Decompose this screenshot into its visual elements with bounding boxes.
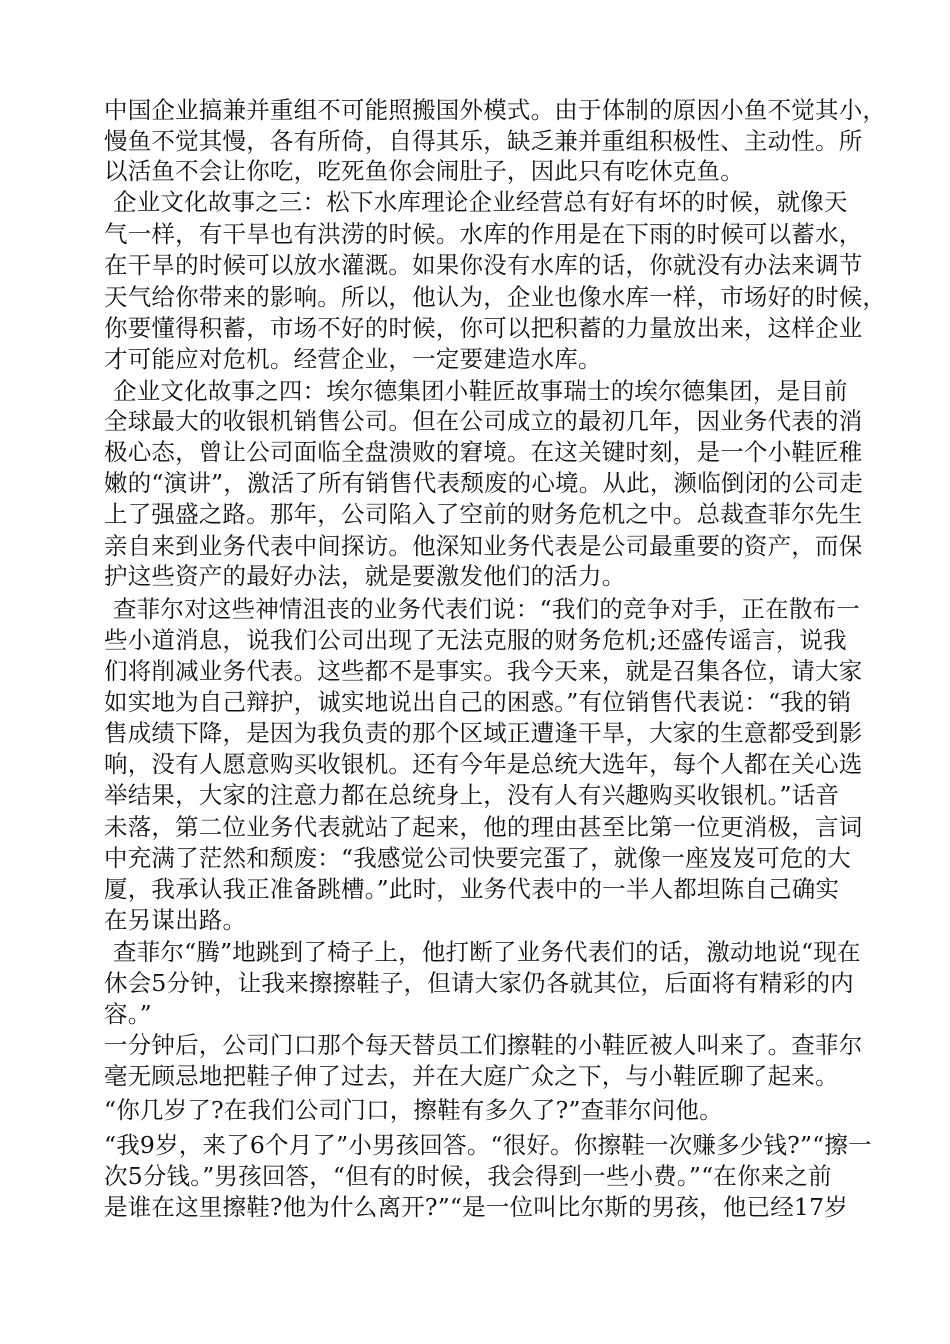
text-line: 慢鱼不觉其慢，各有所倚，自得其乐，缺乏兼并重组积极性、主动性。所 [104, 127, 863, 155]
text-line: 售成绩下降，是因为我负责的那个区域正遭逢干旱，大家的生意都受到影 [104, 719, 863, 747]
text-line: 中充满了茫然和颓废：“我感觉公司快要完蛋了，就像一座岌岌可危的大 [104, 844, 851, 872]
text-line: 全球最大的收银机销售公司。但在公司成立的最初几年，因业务代表的消 [104, 407, 863, 435]
text-line: 护这些资产的最好办法，就是要激发他们的活力。 [104, 562, 626, 590]
text-line: 查菲尔对这些神情沮丧的业务代表们说：“我们的竞争对手，正在散布一 [113, 595, 860, 623]
text-line: 天气给你带来的影响。所以，他认为，企业也像水库一样，市场好的时候， [104, 283, 887, 311]
text-line: 们将削减业务代表。这些都不是事实。我今天来，就是召集各位，请大家 [104, 657, 863, 685]
text-line: 嫩的“演讲”，激活了所有销售代表颓废的心境。从此，濒临倒闭的公司走 [104, 469, 864, 497]
text-line: 厦，我承认我正准备跳槽。”此时，业务代表中的一半人都坦陈自己确实 [104, 875, 840, 903]
text-line: “我9岁，来了6个月了”小男孩回答。“很好。你擦鞋一次赚多少钱?”“擦一 [104, 1131, 872, 1159]
text-line: 查菲尔“腾”地跳到了椅子上，他打断了业务代表们的话，激动地说“现在 [113, 938, 861, 966]
text-line: 未落，第二位业务代表就站了起来，他的理由甚至比第一位更消极，言词 [104, 813, 863, 841]
text-line: 上了强盛之路。那年，公司陷入了空前的财务危机之中。总裁查菲尔先生 [104, 500, 863, 528]
text-line: “你几岁了?在我们公司门口，擦鞋有多久了?”查菲尔问他。 [104, 1096, 723, 1124]
text-line: 才可能应对危机。经营企业，一定要建造水库。 [104, 345, 602, 373]
text-line: 你要懂得积蓄，市场不好的时候，你可以把积蓄的力量放出来，这样企业 [104, 314, 863, 342]
text-line: 些小道消息，说我们公司出现了无法克服的财务危机;还盛传谣言，说我 [104, 626, 847, 654]
text-line: 响，没有人愿意购买收银机。还有今年是总统大选年，每个人都在关心选 [104, 750, 863, 778]
text-line: 毫无顾忌地把鞋子伸了过去，并在大庭广众之下，与小鞋匠聊了起来。 [104, 1062, 839, 1090]
text-line: 中国企业搞兼并重组不可能照搬国外模式。由于体制的原因小鱼不觉其小， [104, 96, 887, 124]
text-line: 亲自来到业务代表中间探访。他深知业务代表是公司最重要的资产，而保 [104, 532, 863, 560]
text-line: 是谁在这里擦鞋?他为什么离开?”“是一位叫比尔斯的男孩，他已经17岁 [104, 1193, 848, 1221]
text-line: 企业文化故事之三：松下水库理论企业经营总有好有坏的时候，就像天 [113, 188, 848, 216]
text-line: 企业文化故事之四：埃尔德集团小鞋匠故事瑞士的埃尔德集团，是目前 [113, 377, 848, 405]
text-line: 休会5分钟，让我来擦擦鞋子，但请大家仍各就其位，后面将有精彩的内 [104, 969, 854, 997]
text-line: 次5分钱。”男孩回答，“但有的时候，我会得到一些小费。”“在你来之前 [104, 1162, 832, 1190]
text-line: 容。” [104, 1000, 152, 1028]
text-line: 举结果，大家的注意力都在总统身上，没有人有兴趣购买收银机。”话音 [104, 781, 840, 809]
text-line: 如实地为自己辩护，诚实地说出自己的困惑。”有位销售代表说：“我的销 [104, 688, 852, 716]
text-line: 在另谋出路。 [104, 906, 247, 934]
text-line: 气一样，有干旱也有洪涝的时候。水库的作用是在下雨的时候可以蓄水， [104, 220, 863, 248]
text-line: 极心态，曾让公司面临全盘溃败的窘境。在这关键时刻，是一个小鞋匠稚 [104, 438, 863, 466]
text-line: 以活鱼不会让你吃，吃死鱼你会闹肚子，因此只有吃休克鱼。 [104, 157, 744, 185]
text-line: 在干旱的时候可以放水灌溉。如果你没有水库的话，你就没有办法来调节 [104, 251, 863, 279]
text-line: 一分钟后，公司门口那个每天替员工们擦鞋的小鞋匠被人叫来了。查菲尔 [104, 1031, 863, 1059]
